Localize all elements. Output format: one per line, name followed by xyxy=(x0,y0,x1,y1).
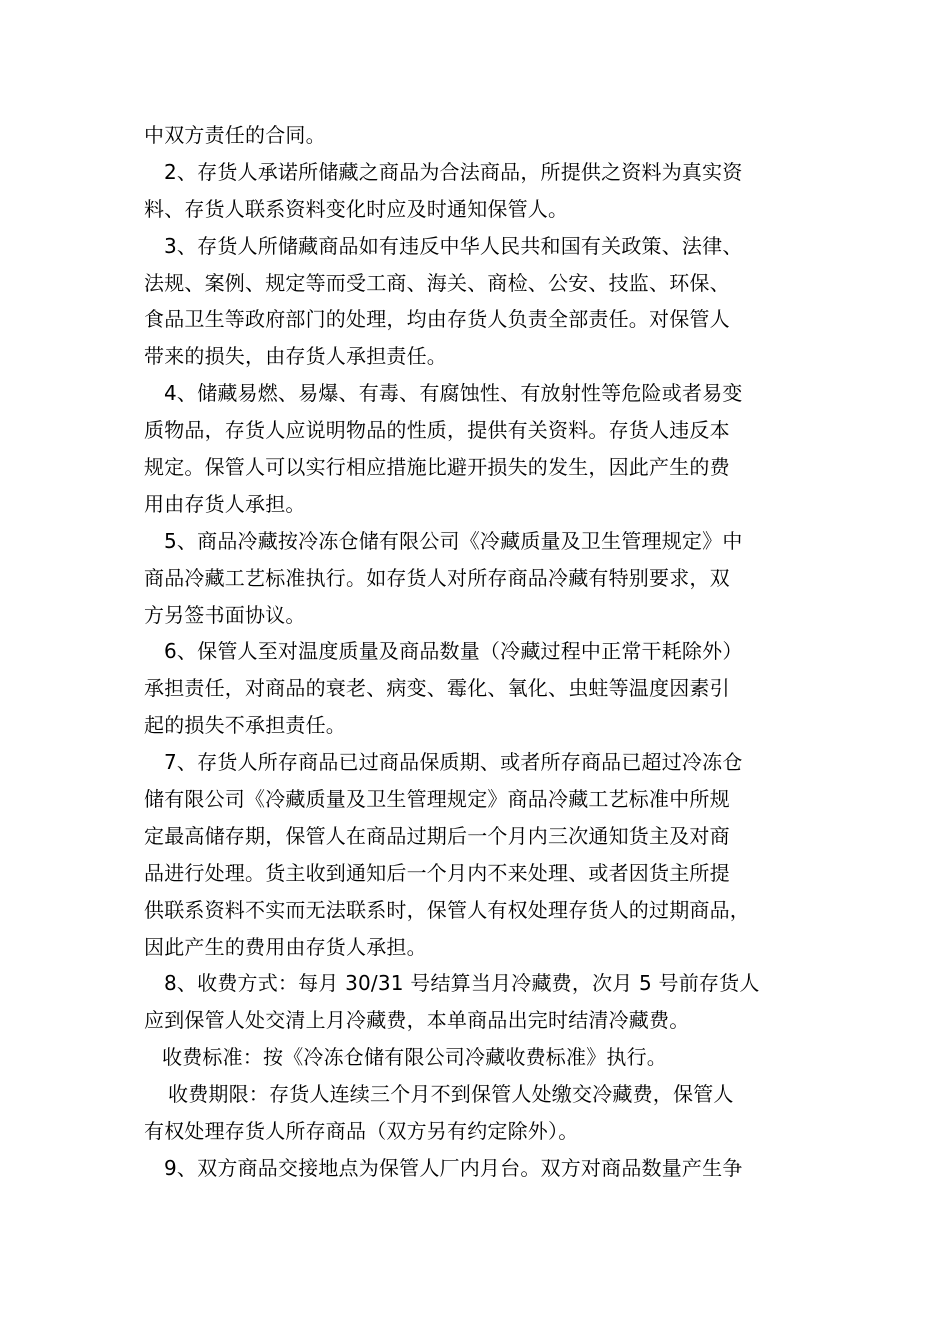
text-line: 食品卫生等政府部门的处理，均由存货人负责全部责任。对保管人 xyxy=(144,307,730,332)
text-line: 6、保管人至对温度质量及商品数量（冷藏过程中正常干耗除外） xyxy=(164,639,743,664)
text-line: 承担责任，对商品的衰老、病变、霉化、氧化、虫蛀等温度因素引 xyxy=(144,676,730,701)
document-body xyxy=(144,117,824,1187)
text-line: 2、存货人承诺所储藏之商品为合法商品，所提供之资料为真实资 xyxy=(164,159,743,184)
text-line: 8、收费方式：每月 30/31 号结算当月冷藏费，次月 5 号前存货人 xyxy=(164,971,760,996)
text-line: 用由存货人承担。 xyxy=(144,491,306,516)
text-line: 储有限公司《冷藏质量及卫生管理规定》商品冷藏工艺标准中所规 xyxy=(144,787,730,812)
text-line: 商品冷藏工艺标准执行。如存货人对所存商品冷藏有特别要求，双 xyxy=(144,565,730,590)
text-line: 起的损失不承担责任。 xyxy=(144,713,346,738)
text-line: 质物品，存货人应说明物品的性质，提供有关资料。存货人违反本 xyxy=(144,418,730,443)
text-line: 中双方责任的合同。 xyxy=(144,123,326,147)
text-line: 带来的损失，由存货人承担责任。 xyxy=(144,344,447,369)
text-line: 有权处理存货人所存商品（双方另有约定除外）。 xyxy=(144,1119,579,1144)
text-line: 5、商品冷藏按冷冻仓储有限公司《冷藏质量及卫生管理规定》中 xyxy=(164,528,743,553)
text-line: 因此产生的费用由存货人承担。 xyxy=(144,934,427,959)
text-line: 7、存货人所存商品已过商品保质期、或者所存商品已超过冷冻仓 xyxy=(164,750,743,775)
text-line: 法规、案例、规定等而受工商、海关、商检、公安、技监、环保、 xyxy=(144,270,730,295)
text-line: 3、存货人所储藏商品如有违反中华人民共和国有关政策、法律、 xyxy=(164,233,743,258)
text-line: 料、存货人联系资料变化时应及时通知保管人。 xyxy=(144,196,569,221)
text-line: 9、双方商品交接地点为保管人厂内月台。双方对商品数量产生争 xyxy=(164,1155,743,1180)
text-line: 规定。保管人可以实行相应措施比避开损失的发生，因此产生的费 xyxy=(144,455,730,480)
text-line: 应到保管人处交清上月冷藏费，本单商品出完时结清冷藏费。 xyxy=(144,1008,690,1033)
text-line: 收费期限：存货人连续三个月不到保管人处缴交冷藏费，保管人 xyxy=(168,1082,734,1107)
text-line: 品进行处理。货主收到通知后一个月内不来处理、或者因货主所提 xyxy=(144,860,730,885)
text-line: 收费标准：按《冷冻仓储有限公司冷藏收费标准》执行。 xyxy=(162,1045,667,1070)
text-line: 定最高储存期，保管人在商品过期后一个月内三次通知货主及对商 xyxy=(144,823,730,848)
text-line: 方另签书面协议。 xyxy=(144,602,306,627)
text-line: 4、储藏易燃、易爆、有毒、有腐蚀性、有放射性等危险或者易变 xyxy=(164,381,743,406)
text-line: 供联系资料不实而无法联系时，保管人有权处理存货人的过期商品， xyxy=(144,897,750,922)
